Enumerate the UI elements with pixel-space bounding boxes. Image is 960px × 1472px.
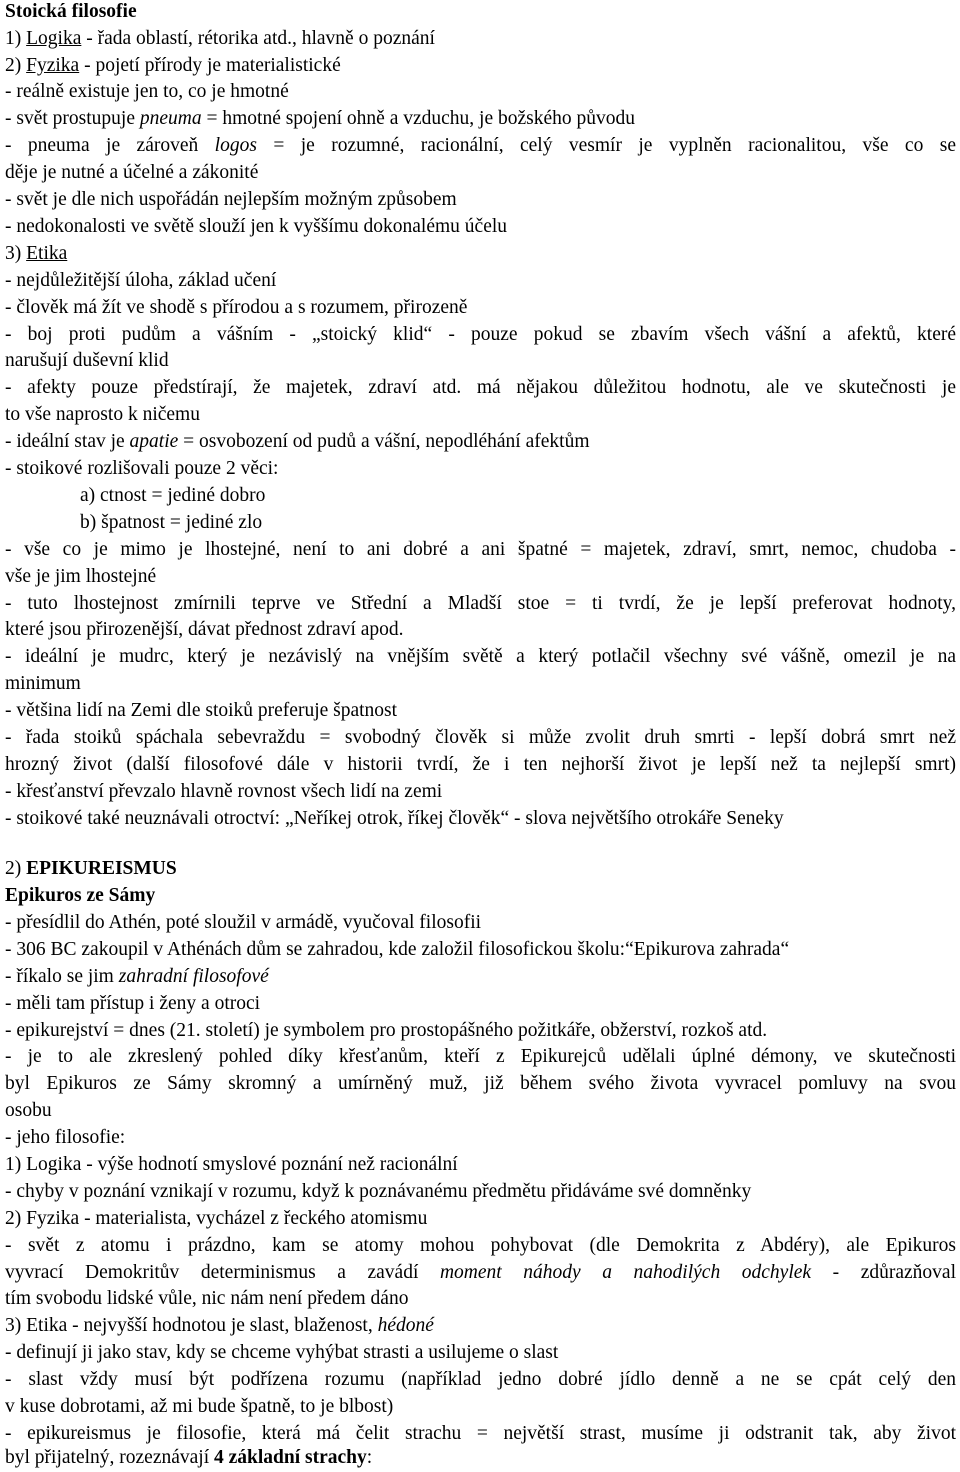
term-italic: hédoné bbox=[377, 1315, 434, 1336]
text-line: - měli tam přístup i ženy a otroci bbox=[5, 993, 261, 1014]
text-line bbox=[5, 1312, 956, 1339]
subheading: Epikuros ze Sámy bbox=[5, 885, 156, 906]
text-line: tím svobodu lidské vůle, nic nám není předem dáno bbox=[5, 1288, 409, 1309]
text-line: - 306 BC zakoupil v Athénách dům se zahradou, kde založil filosofickou školu:“Epikurova zahrada“ bbox=[5, 939, 790, 960]
text-line: - chyby v poznání vznikají v rozumu, když k poznávanému předmětu přidáváme své domněnky bbox=[5, 1181, 752, 1202]
text-line: - stoikové rozlišovali pouze 2 věci: bbox=[5, 458, 279, 479]
text-span: 1) bbox=[5, 28, 27, 49]
text-line bbox=[5, 105, 956, 132]
text-line: - definují ji jako stav, kdy se chceme vyhýbat strasti a usilujeme o slast bbox=[5, 1342, 559, 1363]
text-line: osobu bbox=[5, 1100, 52, 1121]
text-line: narušují duševní klid bbox=[5, 350, 169, 371]
text-line: - jeho filosofie: bbox=[5, 1127, 126, 1148]
text-span: = je rozumné, racionální, celý vesmír je vyplněn racionalitou, vše co se bbox=[256, 135, 956, 156]
text-span: - zdůrazňoval bbox=[811, 1262, 956, 1283]
text-line: to vše naprosto k ničemu bbox=[5, 404, 200, 425]
text-line: vše je jim lhostejné bbox=[5, 566, 157, 587]
text-line: děje je nutné a účelné a zákonité bbox=[5, 162, 259, 183]
text-line bbox=[5, 240, 956, 267]
text-line: - epikurejství = dnes (21. století) je symbolem pro prostopášného požitkáře, obžerství, rozkoš atd. bbox=[5, 1020, 768, 1041]
text-line: - vše co je mimo je lhostejné, není to ani dobré a ani špatné = majetek, zdraví, smrt, nemoc, chudoba - bbox=[5, 539, 956, 560]
text-line: byl Epikuros ze Sámy skromný a umírněný muž, již během svého života vyvracel pomluvy na svou bbox=[5, 1073, 956, 1094]
text-line: - svět je dle nich uspořádán nejlepším možným způsobem bbox=[5, 189, 457, 210]
text-line: - nedokonalosti ve světě slouží jen k vyššímu dokonalému účelu bbox=[5, 216, 508, 237]
text-line: - nejdůležitější úloha, základ učení bbox=[5, 270, 277, 291]
text-line: hrozný život (další filosofové dále v historii tvrdí, že i ten nejhorší život je lepší než ta nejlepší smrt) bbox=[5, 754, 956, 775]
text-line: - přesídlil do Athén, poté sloužil v armádě, vyučoval filosofii bbox=[5, 912, 482, 933]
text-line: - epikureismus je filosofie, která má čelit strachu = největší strast, musíme ji odstranit tak, aby život bbox=[5, 1423, 956, 1444]
section-title-epicurean bbox=[5, 855, 956, 882]
text-line: které jsou přirozenější, dávat přednost zdraví apod. bbox=[5, 619, 404, 640]
text-span: - řada oblastí, rétorika atd., hlavně o poznání bbox=[81, 28, 435, 49]
term-italic: apatie bbox=[129, 431, 179, 452]
text-line: minimum bbox=[5, 673, 81, 694]
text-line bbox=[5, 52, 956, 79]
subsection-link-logika: Logika bbox=[26, 28, 82, 49]
text-line: - svět z atomu i prázdno, kam se atomy mohou pohybovat (dle Demokrita z Abdéry), ale Epikuros bbox=[5, 1235, 956, 1256]
term-bold: 4 základní strachy bbox=[214, 1447, 367, 1468]
text-span: - pneuma je zároveň bbox=[5, 135, 215, 156]
text-line: - afekty pouze předstírají, že majetek, zdraví atd. má nějakou důležitou hodnotu, ale ve skutečnosti je bbox=[5, 377, 956, 398]
text-span: = hmotné spojení ohně a vzduchu, je božského původu bbox=[201, 108, 636, 129]
text-line: - boj proti pudům a vášním - „stoický klid“ - pouze pokud se zbavím všech vášní a afektů, které bbox=[5, 324, 956, 345]
text-span: - svět prostupuje bbox=[5, 108, 140, 129]
term-italic: logos bbox=[214, 135, 257, 156]
text-line: - řada stoiků spáchala sebevraždu = svobodný člověk si může zvolit druh smrti - lepší dobrá smrt než bbox=[5, 727, 956, 748]
text-span: : bbox=[366, 1447, 373, 1468]
text-line: - je to ale zkreslený pohled díky křesťanům, kteří z Epikurejců udělali úplné démony, ve skutečnosti bbox=[5, 1046, 956, 1067]
text-line bbox=[5, 963, 956, 990]
text-line: - většina lidí na Zemi dle stoiků preferuje špatnost bbox=[5, 700, 398, 721]
text-span: - ideální stav je bbox=[5, 431, 130, 452]
text-span: vyvrací Demokritův determinismus a zavádí bbox=[5, 1262, 440, 1283]
section-title-stoic: Stoická filosofie bbox=[5, 1, 137, 22]
text-line: - stoikové také neuznávali otroctví: „Neříkej otrok, říkej člověk“ - slova největšího otrokáře Seneky bbox=[5, 808, 784, 829]
text-span: 2) bbox=[5, 55, 27, 76]
text-line: - ideální je mudrc, který je nezávislý na vnějším světě a který potlačil všechny své vášně, omezil je na bbox=[5, 646, 956, 667]
text-line: - křesťanství převzalo hlavně rovnost všech lidí na zemi bbox=[5, 781, 443, 802]
list-item: a) ctnost = jediné dobro bbox=[80, 485, 266, 506]
text-line: - slast vždy musí být podřízena rozumu (například jedno dobré jídlo denně a ne se cpát celý den bbox=[5, 1369, 956, 1390]
text-line: v kuse dobrotami, až mi bude špatně, to je blbost) bbox=[5, 1396, 394, 1417]
list-item: b) špatnost = jediné zlo bbox=[80, 512, 263, 533]
text-line: 2) Fyzika - materialista, vycházel z řeckého atomismu bbox=[5, 1208, 428, 1229]
text-span: = osvobození od pudů a vášní, nepodléhání afektům bbox=[178, 431, 590, 452]
text-line bbox=[5, 1444, 956, 1471]
subsection-link-etika: Etika bbox=[26, 243, 68, 264]
text-span: - pojetí přírody je materialistické bbox=[79, 55, 341, 76]
term-italic: zahradní filosofové bbox=[118, 966, 269, 987]
text-span: - říkalo se jim bbox=[5, 966, 119, 987]
text-span: 2) bbox=[5, 858, 27, 879]
text-line: - reálně existuje jen to, co je hmotné bbox=[5, 81, 289, 102]
text-line: - člověk má žít ve shodě s přírodou a s rozumem, přirozeně bbox=[5, 297, 468, 318]
text-line: - tuto lhostejnost zmírnili teprve ve Střední a Mladší stoe = ti tvrdí, že je lepší preferovat hodnoty, bbox=[5, 593, 956, 614]
text-line bbox=[5, 25, 956, 52]
text-line bbox=[5, 132, 956, 159]
text-line: 1) Logika - výše hodnotí smyslové poznání než racionální bbox=[5, 1154, 458, 1175]
heading-bold: EPIKUREISMUS bbox=[26, 858, 177, 879]
text-line bbox=[5, 428, 956, 455]
text-span: byl přijatelný, rozeznávají bbox=[5, 1447, 214, 1468]
term-italic: moment náhody a nahodilých odchylek bbox=[439, 1262, 812, 1283]
term-italic: pneuma bbox=[139, 108, 202, 129]
text-span: 3) Etika - nejvyšší hodnotou je slast, blaženost, bbox=[5, 1315, 378, 1336]
text-line bbox=[5, 1259, 956, 1286]
text-span: 3) bbox=[5, 243, 27, 264]
subsection-link-fyzika: Fyzika bbox=[26, 55, 80, 76]
